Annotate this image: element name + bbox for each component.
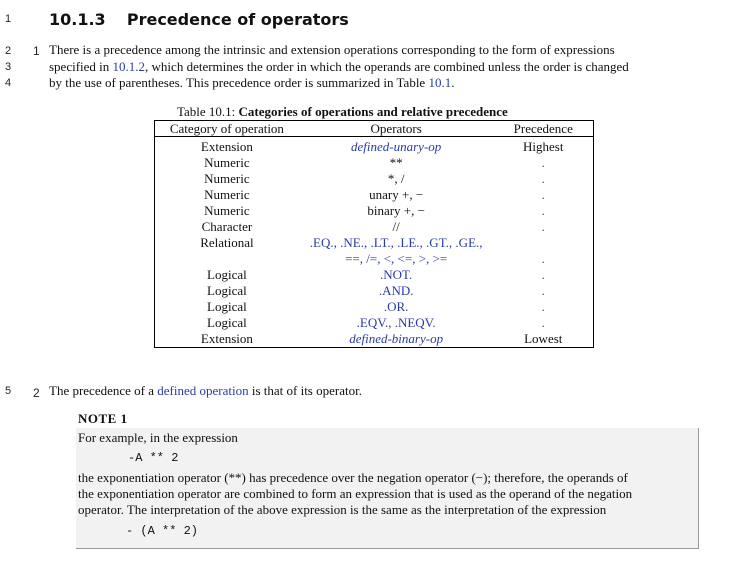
table-row	[155, 267, 594, 283]
text: There is a precedence among the intrinsic and extension operations corresponding to the form of expressions	[49, 42, 615, 57]
precedence-cell	[494, 235, 594, 251]
line-number: 1	[5, 13, 12, 25]
category-cell: Logical	[207, 315, 247, 330]
table-row	[155, 219, 594, 235]
operators-cell[interactable]: defined-unary-op	[351, 139, 442, 154]
line-number: 4	[5, 77, 12, 89]
text: by the use of parentheses. This precedence order is summarized in Table	[49, 75, 429, 90]
paragraph-line	[49, 59, 704, 76]
note-text: the exponentiation operator are combined to form an expression that is used as the operand of the negation	[78, 486, 633, 501]
operators-cell[interactable]: .AND.	[378, 283, 414, 298]
operators-cell: *, /	[387, 171, 405, 186]
precedence-cell: .	[541, 283, 545, 298]
precedence-cell: .	[541, 299, 545, 314]
table-row	[155, 315, 594, 331]
paragraph-1	[49, 42, 704, 92]
code-example: - (A ** 2)	[126, 524, 199, 538]
column-header: Precedence	[513, 121, 573, 136]
category-cell: Logical	[207, 267, 247, 282]
category-cell: Relational	[200, 235, 254, 250]
section-link[interactable]: 10.1.2	[112, 58, 146, 74]
operators-cell[interactable]: .EQ., .NE., .LT., .LE., .GT., .GE.,	[309, 235, 483, 250]
precedence-cell: .	[541, 315, 545, 330]
note-text: For example, in the expression	[78, 430, 238, 445]
paragraph-line	[49, 75, 704, 92]
caption-prefix: Table 10.1:	[177, 104, 239, 119]
note-text: the exponentiation operator (**) has precedence over the negation operator (−); therefore, the operands of	[78, 470, 628, 485]
table-row	[155, 299, 594, 315]
code-example: -A ** 2	[128, 451, 179, 465]
table-row	[155, 155, 594, 171]
table-row	[155, 251, 594, 267]
text: .	[451, 75, 455, 90]
note-title: NOTE 1	[78, 411, 128, 426]
category-cell: Character	[201, 219, 253, 234]
table-row	[155, 283, 594, 299]
table-header-row	[155, 121, 594, 137]
operators-cell: **	[389, 155, 403, 170]
category-cell: Logical	[207, 283, 247, 298]
line-number: 5	[5, 385, 12, 397]
precedence-cell: .	[541, 219, 545, 234]
precedence-cell: Highest	[523, 139, 564, 154]
operators-cell: //	[392, 219, 400, 234]
table-row	[155, 331, 594, 348]
line-number: 2	[5, 45, 12, 57]
note-text: operator. The interpretation of the above expression is the same as the interpretation of the expression	[78, 502, 607, 517]
table-caption	[177, 104, 508, 120]
operators-cell[interactable]: defined-binary-op	[349, 331, 444, 346]
operators-cell: binary +, −	[367, 203, 425, 218]
precedence-cell: .	[541, 203, 545, 218]
text: specified in	[49, 58, 113, 74]
section-heading	[49, 10, 349, 29]
line-number: 3	[5, 61, 12, 73]
table-row	[155, 171, 594, 187]
text: is that of its operator.	[248, 383, 362, 398]
category-cell: Logical	[207, 299, 247, 314]
caption-title: Categories of operations and relative precedence	[238, 104, 508, 119]
table-row	[155, 187, 594, 203]
operators-cell[interactable]: ==, /=, <, <=, >, >=	[345, 251, 448, 266]
precedence-cell: .	[541, 267, 545, 282]
defined-operation-link[interactable]: defined operation	[157, 383, 249, 398]
category-cell	[155, 251, 299, 267]
precedence-cell: .	[541, 155, 545, 170]
paragraph-index: 2	[33, 386, 40, 400]
precedence-cell: .	[541, 187, 545, 202]
text: The precedence of a	[49, 383, 158, 398]
precedence-cell: .	[541, 171, 545, 186]
operators-cell[interactable]: .EQV., .NEQV.	[356, 315, 436, 330]
category-cell: Numeric	[204, 203, 250, 218]
section-title: Precedence of operators	[126, 10, 349, 29]
text: , which determines the order in which the operands are combined unless the order is changed	[145, 58, 629, 74]
table-row	[155, 137, 594, 156]
category-cell: Extension	[200, 139, 253, 154]
category-cell: Numeric	[204, 187, 250, 202]
precedence-table	[154, 120, 594, 348]
operators-cell[interactable]: .NOT.	[380, 267, 413, 282]
precedence-cell: .	[541, 251, 545, 266]
column-header: Category of operation	[169, 121, 284, 136]
table-link[interactable]: 10.1	[428, 75, 452, 90]
operators-cell: unary +, −	[369, 187, 424, 202]
column-header: Operators	[370, 121, 422, 136]
category-cell: Numeric	[204, 155, 250, 170]
operators-cell[interactable]: .OR.	[383, 299, 409, 314]
table-row	[155, 235, 594, 251]
precedence-cell: Lowest	[524, 331, 563, 346]
paragraph-2	[49, 383, 362, 400]
paragraph-index: 1	[33, 44, 40, 58]
section-number: 10.1.3	[49, 10, 106, 29]
paragraph-line	[49, 42, 704, 59]
table-row	[155, 203, 594, 219]
category-cell: Numeric	[204, 171, 250, 186]
category-cell: Extension	[200, 331, 253, 346]
